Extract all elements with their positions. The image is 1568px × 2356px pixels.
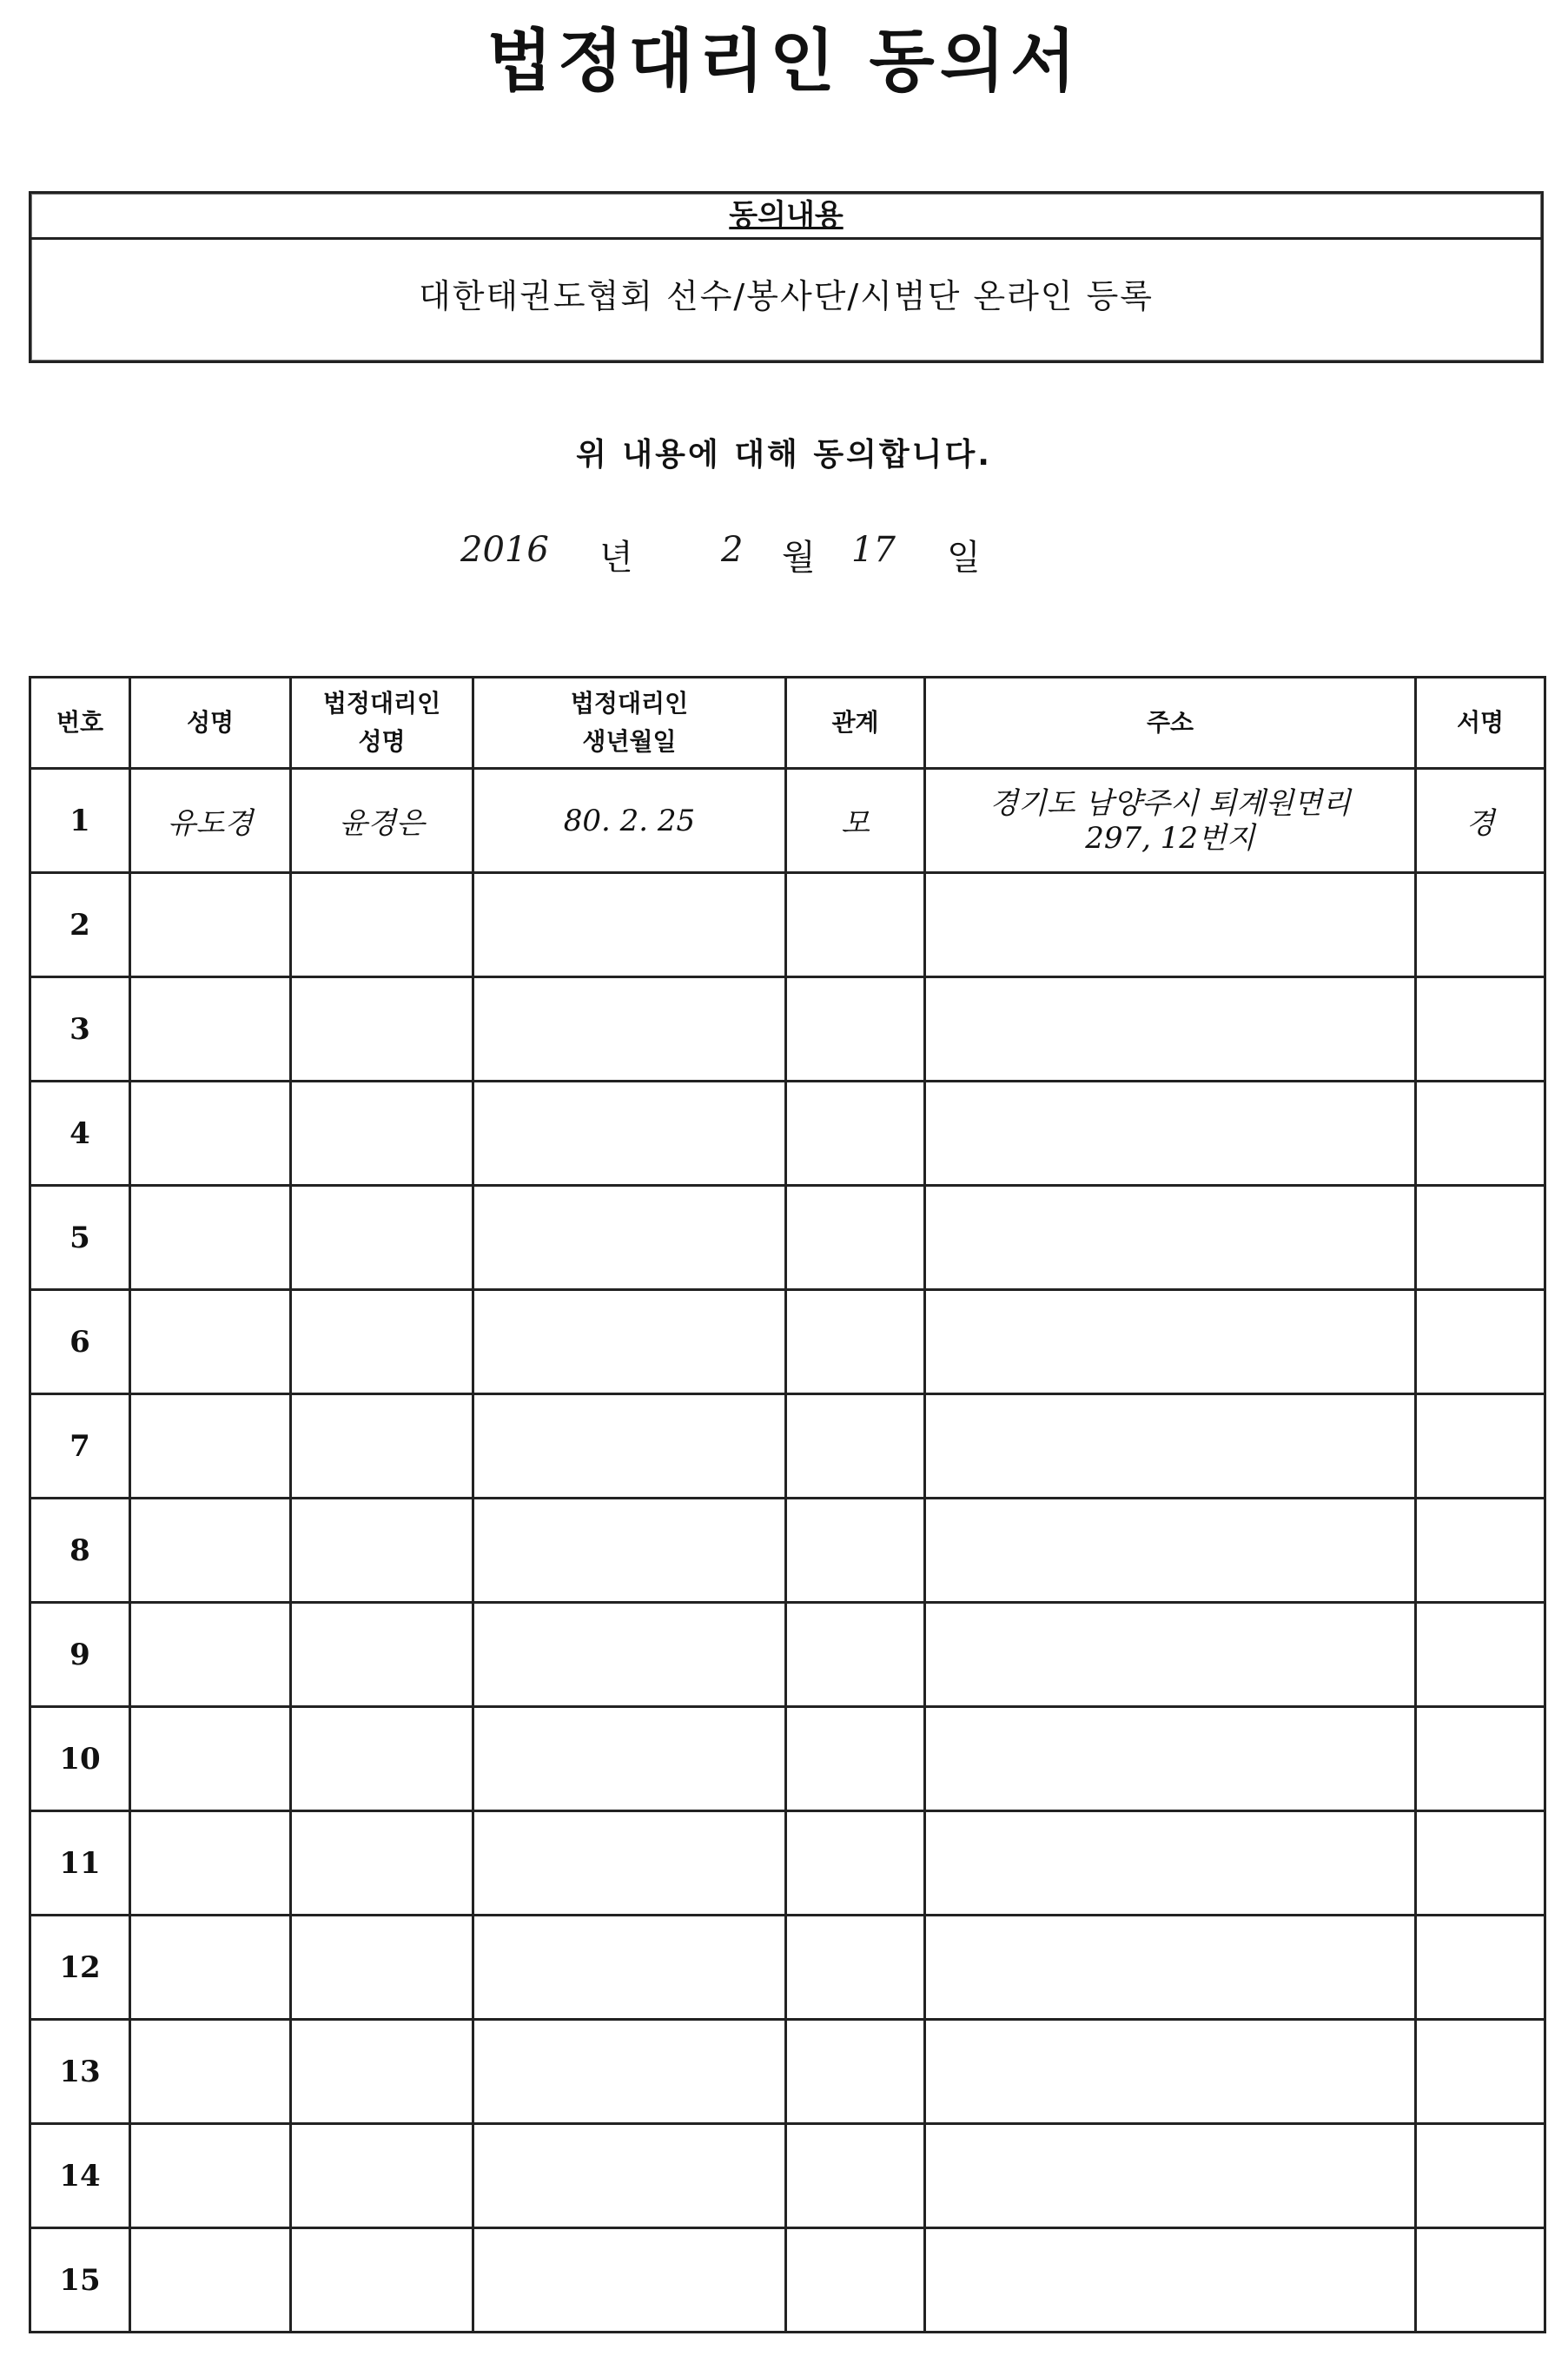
row-number: 4 bbox=[30, 1082, 130, 1186]
table-row bbox=[30, 2124, 1545, 2228]
row-guardian-name bbox=[291, 2228, 473, 2333]
row-relation bbox=[786, 1811, 925, 1916]
table-row bbox=[30, 769, 1545, 873]
consent-body: 대한태권도협회 선수/봉사단/시범단 온라인 등록 bbox=[418, 277, 1154, 315]
row-guardian-birth bbox=[473, 2020, 786, 2124]
row-address bbox=[925, 1082, 1416, 1186]
header-name: 성명 bbox=[130, 678, 291, 769]
row-signature: 경 bbox=[1416, 769, 1545, 873]
row-relation bbox=[786, 2124, 925, 2228]
row-signature bbox=[1416, 1499, 1545, 1603]
row-signature bbox=[1416, 1707, 1545, 1811]
date-year-label: 년 bbox=[599, 538, 633, 578]
table-row bbox=[30, 873, 1545, 977]
row-relation bbox=[786, 1916, 925, 2020]
table-row bbox=[30, 1499, 1545, 1603]
row-name bbox=[130, 1394, 291, 1499]
row-signature bbox=[1416, 1290, 1545, 1394]
row-guardian-birth bbox=[473, 2228, 786, 2333]
row-number: 5 bbox=[30, 1186, 130, 1290]
header-guardian-name bbox=[291, 678, 473, 769]
row-signature bbox=[1416, 2228, 1545, 2333]
date-day: 17 bbox=[851, 530, 896, 570]
row-guardian-name bbox=[291, 1394, 473, 1499]
header-relation: 관계 bbox=[786, 678, 925, 769]
row-signature bbox=[1416, 1603, 1545, 1707]
row-address bbox=[925, 2228, 1416, 2333]
header-signature: 서명 bbox=[1416, 678, 1545, 769]
row-address bbox=[925, 1811, 1416, 1916]
row-relation bbox=[786, 1082, 925, 1186]
row-guardian-name bbox=[291, 977, 473, 1082]
row-address bbox=[925, 1394, 1416, 1499]
row-signature bbox=[1416, 1811, 1545, 1916]
row-name bbox=[130, 1603, 291, 1707]
row-name bbox=[130, 1186, 291, 1290]
table-row bbox=[30, 1916, 1545, 2020]
row-address bbox=[925, 1499, 1416, 1603]
row-guardian-name bbox=[291, 2124, 473, 2228]
row-name bbox=[130, 2020, 291, 2124]
header-guardian-birth-line1: 법정대리인 bbox=[570, 689, 689, 718]
row-guardian-name bbox=[291, 1290, 473, 1394]
table-header-row bbox=[30, 678, 1545, 769]
row-guardian-name bbox=[291, 1707, 473, 1811]
row-guardian-birth bbox=[473, 1603, 786, 1707]
row-relation bbox=[786, 1499, 925, 1603]
table-row bbox=[30, 1186, 1545, 1290]
consent-box bbox=[29, 191, 1544, 363]
table-row bbox=[30, 977, 1545, 1082]
row-signature bbox=[1416, 1082, 1545, 1186]
row-name bbox=[130, 2124, 291, 2228]
row-number: 2 bbox=[30, 873, 130, 977]
table-row bbox=[30, 2020, 1545, 2124]
table-row bbox=[30, 1811, 1545, 1916]
date-day-label: 일 bbox=[947, 538, 981, 578]
row-number: 6 bbox=[30, 1290, 130, 1394]
row-guardian-name: 윤경은 bbox=[291, 769, 473, 873]
row-guardian-birth bbox=[473, 1916, 786, 2020]
row-signature bbox=[1416, 1394, 1545, 1499]
row-guardian-name bbox=[291, 1082, 473, 1186]
row-guardian-birth bbox=[473, 2124, 786, 2228]
row-name bbox=[130, 1082, 291, 1186]
row-name bbox=[130, 1499, 291, 1603]
agreement-statement: 위 내용에 대해 동의합니다. bbox=[576, 437, 992, 473]
row-number: 10 bbox=[30, 1707, 130, 1811]
row-guardian-birth bbox=[473, 1082, 786, 1186]
row-name: 유도경 bbox=[130, 769, 291, 873]
row-guardian-birth: 80. 2. 25 bbox=[473, 769, 786, 873]
row-guardian-name bbox=[291, 1811, 473, 1916]
row-address bbox=[925, 2124, 1416, 2228]
row-address bbox=[925, 1916, 1416, 2020]
row-address bbox=[925, 873, 1416, 977]
row-name bbox=[130, 1916, 291, 2020]
date-month: 2 bbox=[721, 530, 744, 570]
row-guardian-birth bbox=[473, 1394, 786, 1499]
header-guardian-name-line1: 법정대리인 bbox=[322, 689, 441, 718]
consent-header: 동의내용 bbox=[31, 194, 1541, 240]
row-signature bbox=[1416, 1916, 1545, 2020]
row-signature bbox=[1416, 873, 1545, 977]
row-address bbox=[925, 1707, 1416, 1811]
row-relation bbox=[786, 1394, 925, 1499]
row-guardian-name bbox=[291, 1916, 473, 2020]
row-number: 14 bbox=[30, 2124, 130, 2228]
row-number: 7 bbox=[30, 1394, 130, 1499]
row-guardian-birth bbox=[473, 873, 786, 977]
row-relation bbox=[786, 1290, 925, 1394]
date-year: 2016 bbox=[460, 530, 549, 570]
row-address bbox=[925, 1603, 1416, 1707]
table-row bbox=[30, 1707, 1545, 1811]
row-name bbox=[130, 1811, 291, 1916]
row-guardian-birth bbox=[473, 977, 786, 1082]
row-relation bbox=[786, 2020, 925, 2124]
row-signature bbox=[1416, 1186, 1545, 1290]
row-name bbox=[130, 2228, 291, 2333]
header-number: 번호 bbox=[30, 678, 130, 769]
date-month-label: 월 bbox=[782, 538, 816, 578]
row-signature bbox=[1416, 977, 1545, 1082]
row-name bbox=[130, 1290, 291, 1394]
row-name bbox=[130, 977, 291, 1082]
row-number: 1 bbox=[30, 769, 130, 873]
table-row bbox=[30, 1394, 1545, 1499]
row-guardian-name bbox=[291, 1186, 473, 1290]
header-guardian-birth bbox=[473, 678, 786, 769]
document-title: 법정대리인 동의서 bbox=[486, 23, 1082, 101]
table-row bbox=[30, 1603, 1545, 1707]
row-relation bbox=[786, 977, 925, 1082]
row-relation bbox=[786, 1186, 925, 1290]
row-guardian-name bbox=[291, 873, 473, 977]
row-address bbox=[925, 1186, 1416, 1290]
row-relation bbox=[786, 2228, 925, 2333]
header-guardian-birth-line2: 생년월일 bbox=[582, 727, 677, 756]
table-row bbox=[30, 2228, 1545, 2333]
table-row bbox=[30, 1290, 1545, 1394]
row-number: 12 bbox=[30, 1916, 130, 2020]
row-relation bbox=[786, 1707, 925, 1811]
table-row bbox=[30, 1082, 1545, 1186]
row-guardian-birth bbox=[473, 1186, 786, 1290]
row-name bbox=[130, 1707, 291, 1811]
row-number: 9 bbox=[30, 1603, 130, 1707]
row-guardian-name bbox=[291, 2020, 473, 2124]
row-address bbox=[925, 769, 1416, 873]
row-number: 11 bbox=[30, 1811, 130, 1916]
row-guardian-birth bbox=[473, 1707, 786, 1811]
row-address bbox=[925, 2020, 1416, 2124]
row-name bbox=[130, 873, 291, 977]
row-guardian-name bbox=[291, 1603, 473, 1707]
row-address bbox=[925, 977, 1416, 1082]
header-guardian-name-line2: 성명 bbox=[358, 727, 406, 756]
row-number: 8 bbox=[30, 1499, 130, 1603]
row-address-line1: 경기도 남양주시 퇴계원면리 bbox=[989, 785, 1351, 821]
row-address-line2: 297, 12번지 bbox=[1085, 820, 1255, 856]
row-signature bbox=[1416, 2124, 1545, 2228]
row-relation: 모 bbox=[786, 769, 925, 873]
row-guardian-name bbox=[291, 1499, 473, 1603]
row-relation bbox=[786, 873, 925, 977]
row-number: 15 bbox=[30, 2228, 130, 2333]
guardian-table bbox=[29, 676, 1546, 2333]
row-guardian-birth bbox=[473, 1290, 786, 1394]
row-address bbox=[925, 1290, 1416, 1394]
row-signature bbox=[1416, 2020, 1545, 2124]
row-guardian-birth bbox=[473, 1811, 786, 1916]
row-number: 3 bbox=[30, 977, 130, 1082]
row-guardian-birth bbox=[473, 1499, 786, 1603]
row-relation bbox=[786, 1603, 925, 1707]
header-address: 주소 bbox=[925, 678, 1416, 769]
row-number: 13 bbox=[30, 2020, 130, 2124]
